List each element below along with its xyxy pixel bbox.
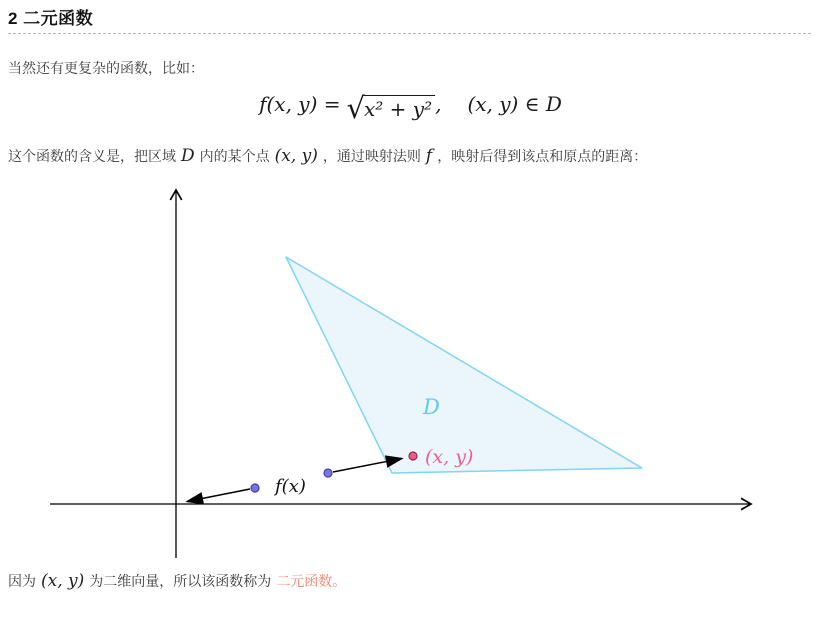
formula-comma: , [435, 92, 442, 116]
math-xy: (x, y) [41, 571, 85, 591]
point-xy-dot [409, 452, 417, 460]
formula [0, 91, 821, 125]
sentence-period: 。 [332, 573, 347, 589]
text-run: ，通过映射法则 [322, 148, 421, 164]
region-D-polygon [286, 257, 642, 473]
point-label: (x, y) [425, 446, 474, 468]
region-label: D [423, 395, 440, 419]
math-xy: (x, y) [274, 146, 318, 166]
fx-value-dot [251, 484, 259, 492]
formula-lhs: f(x, y) = [259, 92, 341, 116]
section-divider [8, 33, 811, 34]
text-run: ，映射后得到该点和原点的距离： [437, 148, 648, 164]
map-start-dot [324, 469, 332, 477]
radical-sign-icon: √ [346, 91, 365, 125]
square-root [346, 91, 436, 125]
page-title: 2 二元函数 [8, 9, 94, 28]
formula-rhs: (x, y) ∈ D [467, 92, 562, 116]
text-run: 内的某个点 [199, 148, 270, 164]
math-D: D [181, 146, 195, 166]
conclusion-paragraph [8, 569, 346, 593]
description-paragraph [8, 144, 647, 168]
intro-paragraph: 当然还有更复杂的函数，比如： [8, 60, 204, 76]
formula-radicand: x² + y² [362, 95, 435, 121]
math-f: f [425, 146, 433, 166]
value-arrow [187, 489, 250, 502]
term-link[interactable]: 二元函数 [276, 573, 333, 589]
fx-label: f(x) [275, 476, 306, 497]
text-run: 因为 [8, 573, 36, 589]
text-run: 为二维向量，所以该函数称为 [89, 573, 272, 589]
coordinate-diagram [0, 178, 821, 566]
text-run: 这个函数的含义是，把区域 [8, 148, 176, 164]
